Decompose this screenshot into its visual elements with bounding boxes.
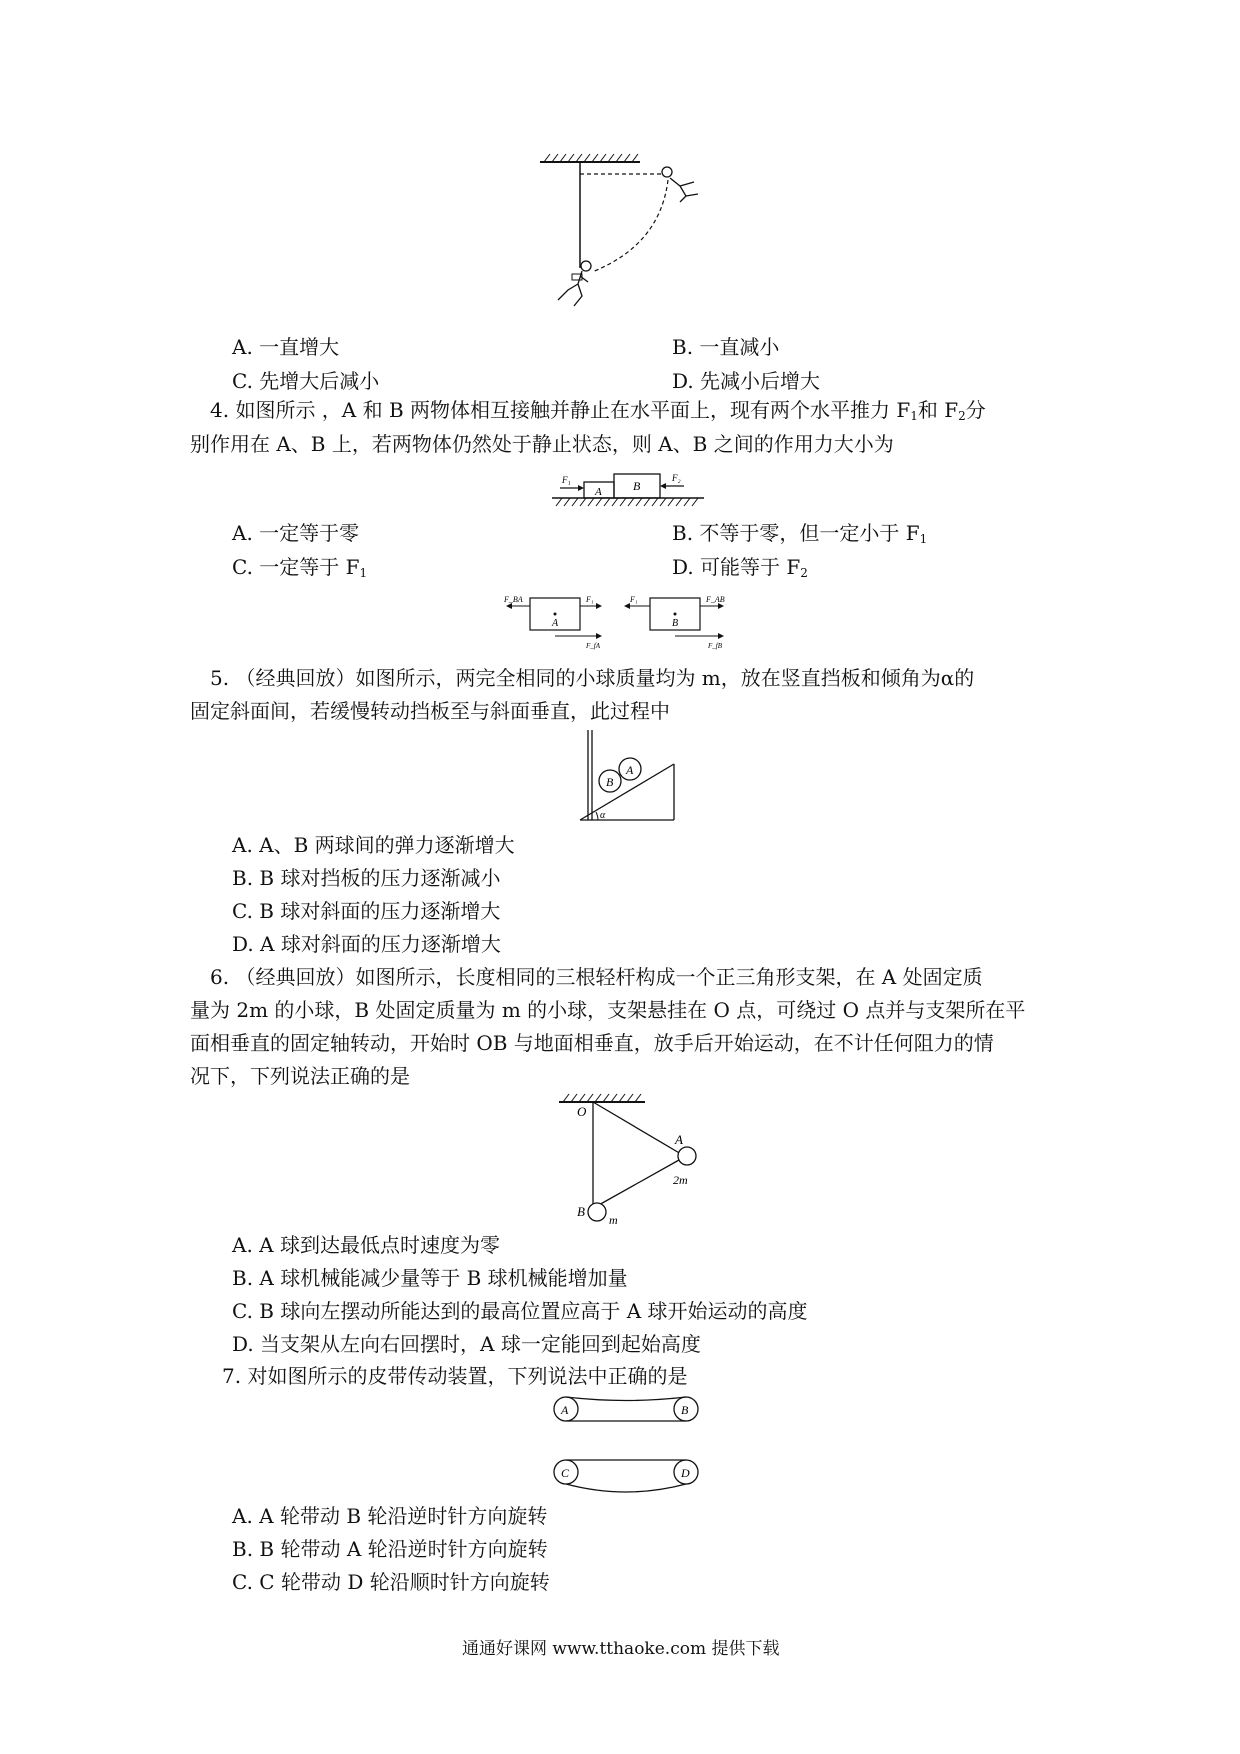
q5-option-a: A. A、B 两球间的弹力逐渐增大 (232, 833, 515, 857)
q4-option-d-sub: 2 (800, 566, 808, 580)
q4-stem-line1 (210, 397, 986, 429)
q6-option-a: A. A 球到达最低点时速度为零 (232, 1233, 500, 1257)
fbd-fab-label: F_AB (706, 595, 725, 604)
fbd-b-label: B (672, 618, 679, 629)
q6-stem-line4: 况下，下列说法正确的是 (190, 1064, 410, 1088)
force-f2-label: F₂ (672, 473, 681, 483)
q4-option-b-sub: 1 (919, 532, 928, 546)
q4-stem-line2: 别作用在 A、B 上，若两物体仍然处于静止状态，则 A、B 之间的作用力大小为 (190, 432, 894, 456)
belt-drive-figure (548, 1392, 708, 1522)
q7-option-a: A. A 轮带动 B 轮沿逆时针方向旋转 (232, 1504, 548, 1528)
ball-b-label: B (606, 775, 614, 789)
q7-stem: 7. 对如图所示的皮带传动装置，下列说法中正确的是 (222, 1364, 688, 1388)
q4-option-c-text: C. 一定等于 F (232, 555, 360, 579)
point-b-label: B (577, 1204, 585, 1219)
point-o-label: O (577, 1104, 587, 1119)
wheel-d-label: D (681, 1466, 690, 1480)
q4-stem-line1-mid: 和 F (917, 398, 959, 422)
q5-option-b: B. B 球对挡板的压力逐渐减小 (232, 866, 501, 890)
wheel-b-label: B (681, 1403, 689, 1417)
fbd-ffa-label: F_fA (586, 642, 600, 650)
q3-option-c: C. 先增大后减小 (232, 369, 380, 393)
q6-stem-line1: 6. （经典回放）如图所示，长度相同的三根轻杆构成一个正三角形支架，在 A 处固定质 (210, 965, 983, 989)
wheel-a-label: A (561, 1403, 569, 1417)
q6-option-d: D. 当支架从左向右回摆时，A 球一定能回到起始高度 (232, 1332, 701, 1356)
page-footer: 通通好课网 www.tthaoke.com 提供下载 (462, 1639, 780, 1659)
mass-2m-label: 2m (673, 1173, 688, 1187)
q4-option-d-text: D. 可能等于 F (672, 555, 801, 579)
q3-option-a: A. 一直增大 (232, 335, 340, 359)
point-a-label: A (675, 1132, 683, 1147)
fbd-a-label: A (552, 618, 559, 629)
ball-a-label: A (626, 763, 634, 777)
q5-option-d: D. A 球对斜面的压力逐渐增大 (232, 932, 501, 956)
fbd-fba-label: F_BA (504, 595, 523, 604)
wheel-c-label: C (561, 1466, 570, 1480)
q4-stem-line1-pre: 4. 如图所示 ，A 和 B 两物体相互接触并静止在水平面上，现有两个水平推力 F (210, 398, 911, 422)
block-b-label: B (633, 479, 641, 493)
fbd-ffb-label: F_fB (708, 642, 722, 650)
q5-option-c: C. B 球对斜面的压力逐渐增大 (232, 899, 501, 923)
alpha-label: α (600, 810, 606, 821)
q3-option-b: B. 一直减小 (672, 335, 780, 359)
blocks-figure (548, 468, 708, 508)
q4-stem-line1-post: 分 (965, 398, 986, 422)
q6-option-b: B. A 球机械能减少量等于 B 球机械能增加量 (232, 1266, 628, 1290)
q4-option-b-text: B. 不等于零，但一定小于 F (672, 521, 920, 545)
q7-option-b: B. B 轮带动 A 轮沿逆时针方向旋转 (232, 1537, 548, 1561)
q6-option-c: C. B 球向左摆动所能达到的最高位置应高于 A 球开始运动的高度 (232, 1299, 808, 1323)
q5-stem-line2: 固定斜面间，若缓慢转动挡板至与斜面垂直，此过程中 (190, 699, 670, 723)
q3-option-d: D. 先减小后增大 (672, 369, 821, 393)
fbd-f1-b-label: F₁ (630, 595, 638, 604)
q6-stem-line2: 量为 2m 的小球，B 处固定质量为 m 的小球，支架悬挂在 O 点，可绕过 O 点并与支架所在平 (190, 998, 1026, 1022)
swing-figure (530, 150, 720, 320)
q7-option-c: C. C 轮带动 D 轮沿顺时针方向旋转 (232, 1570, 550, 1594)
mass-m-label: m (609, 1213, 618, 1227)
q5-stem-line1: 5. （经典回放）如图所示，两完全相同的小球质量均为 m，放在竖直挡板和倾角为α的 (210, 666, 975, 690)
q4-option-a: A. 一定等于零 (232, 521, 360, 545)
q4-stem-sub2: 2 (958, 409, 966, 423)
q4-stem-sub1: 1 (910, 409, 918, 423)
free-body-diagrams (500, 590, 750, 650)
q4-option-c (232, 554, 367, 586)
fbd-f1-label: F₁ (586, 595, 594, 604)
q4-option-d (672, 554, 808, 586)
force-f1-label: F₁ (562, 475, 571, 485)
incline-balls-figure (570, 728, 680, 828)
q6-stem-line3: 面相垂直的固定轴转动，开始时 OB 与地面相垂直，放手后开始运动，在不计任何阻力的情 (190, 1031, 994, 1055)
triangle-support-figure (555, 1090, 705, 1230)
q4-option-c-sub: 1 (359, 566, 368, 580)
q4-option-b (672, 520, 927, 552)
block-a-label: A (595, 486, 602, 498)
